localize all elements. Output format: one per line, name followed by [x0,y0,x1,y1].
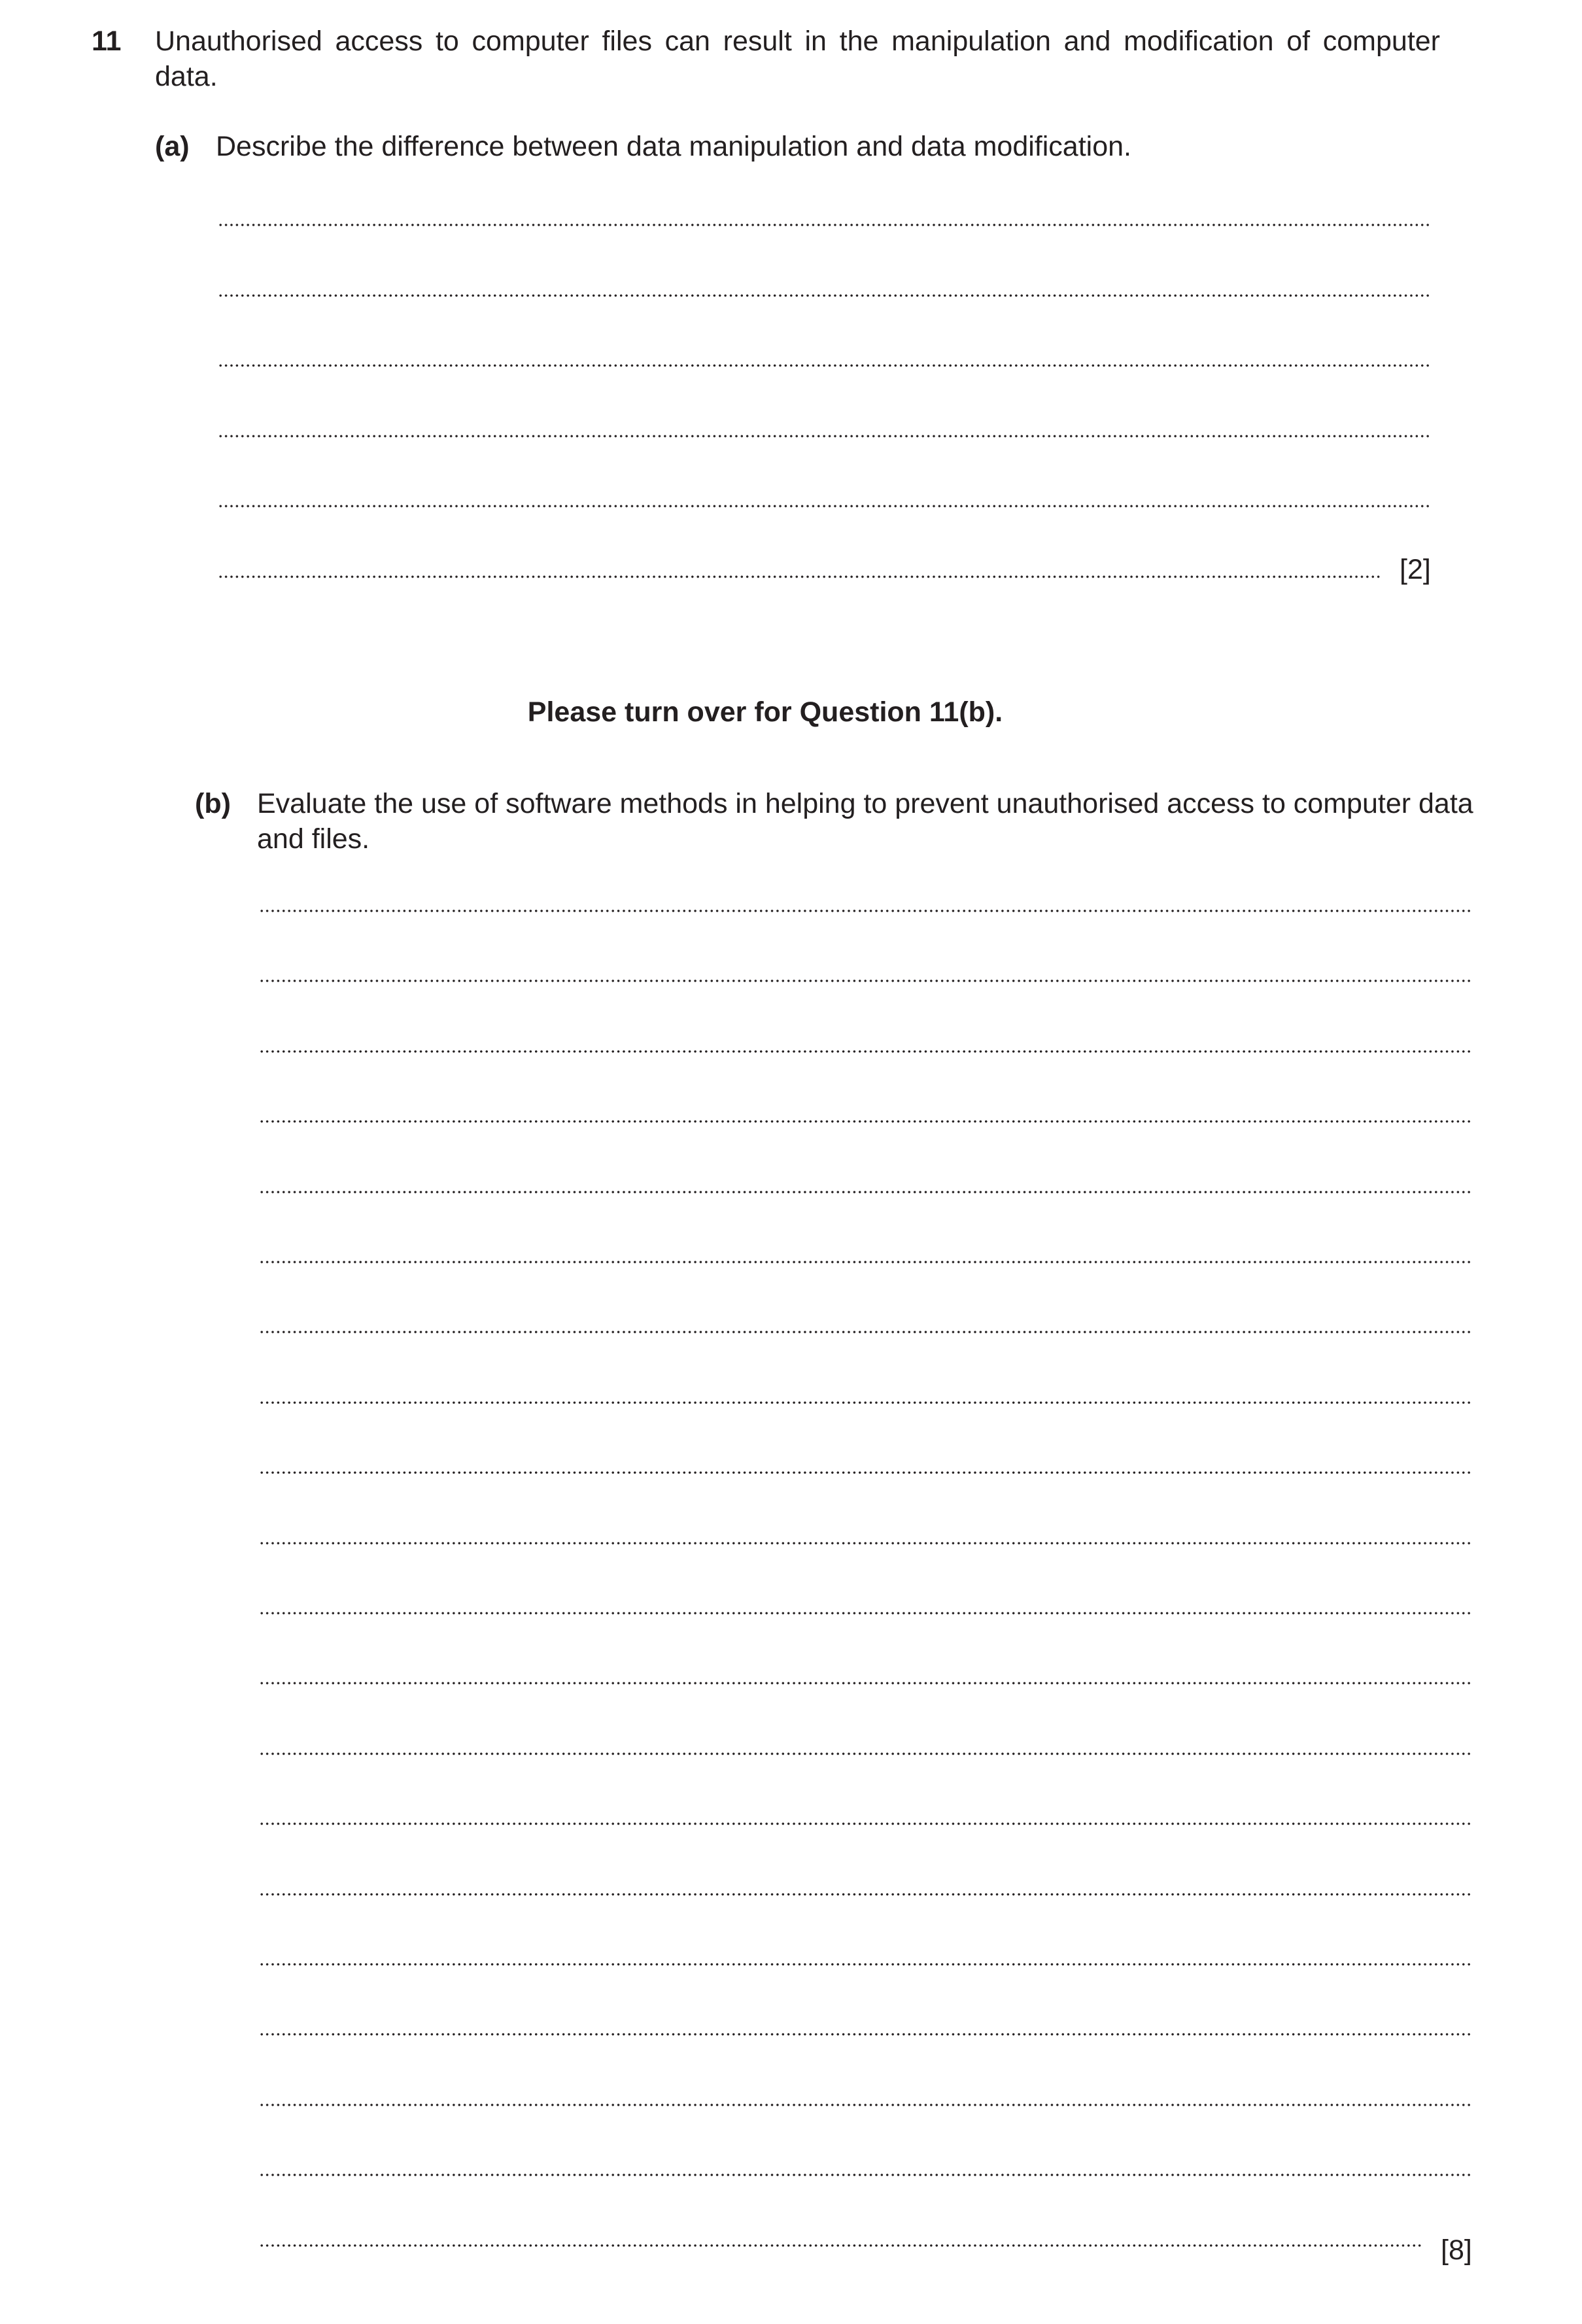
part-b-answer-line[interactable] [259,1050,1471,1053]
part-b-answer-line[interactable] [259,1191,1471,1193]
part-b-answer-line[interactable] [259,1120,1471,1123]
part-b-answer-line[interactable] [259,1822,1471,1825]
part-a-answer-line[interactable] [218,505,1430,507]
part-a-answer-line[interactable] [218,364,1430,367]
part-a-question-text: Describe the difference between data manipulation and data modification. [216,131,1131,162]
part-b-answer-line[interactable] [259,2033,1471,2036]
part-b-answer-line[interactable] [259,1542,1471,1545]
part-b-answer-line[interactable] [259,980,1471,982]
part-a-answer-line[interactable] [218,224,1430,226]
part-a-answer-line[interactable] [218,294,1430,297]
part-b-answer-line[interactable] [259,2244,1421,2247]
part-b-answer-line[interactable] [259,1682,1471,1684]
part-b-answer-line[interactable] [259,1893,1471,1896]
part-b-answer-line[interactable] [259,1963,1471,1966]
part-b-answer-line[interactable] [259,2174,1471,2176]
part-a-answer-line[interactable] [218,575,1380,578]
part-b-answer-line[interactable] [259,910,1471,912]
part-b-answer-line[interactable] [259,1471,1471,1474]
part-a-label: (a) [155,131,190,162]
part-b-answer-line[interactable] [259,1752,1471,1755]
part-b-marks: [8] [1441,2234,1472,2266]
part-b-answer-line[interactable] [259,1331,1471,1333]
part-b-answer-line[interactable] [259,1612,1471,1615]
part-b-question-text: Evaluate the use of software methods in helping to prevent unauthorised access to computer data and files. [257,788,1473,855]
question-stem: Unauthorised access to computer files can result in the manipulation and modification of computer data. [155,26,1440,92]
part-a-marks: [2] [1400,554,1431,585]
part-b-answer-line[interactable] [259,2104,1471,2106]
part-b-label: (b) [195,788,231,819]
part-a-answer-line[interactable] [218,435,1430,437]
question-number: 11 [92,26,122,57]
turn-over-note: Please turn over for Question 11(b). [527,696,1003,728]
part-b-answer-line[interactable] [259,1401,1471,1404]
part-b-answer-line[interactable] [259,1261,1471,1263]
